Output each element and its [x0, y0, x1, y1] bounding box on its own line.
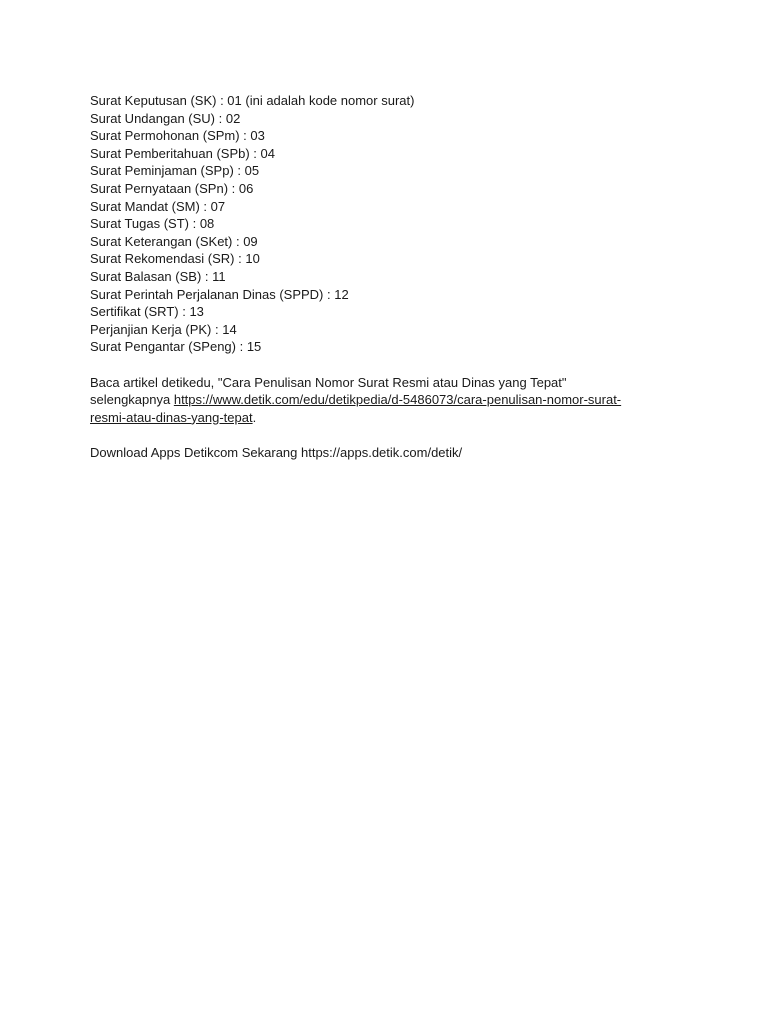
list-item: Surat Mandat (SM) : 07	[90, 198, 226, 214]
list-item: Surat Pengantar (SPeng) : 15	[90, 339, 262, 355]
list-item: Sertifikat (SRT) : 13	[90, 304, 204, 320]
article-prefix-text: selengkapnya	[90, 392, 174, 408]
letter-code-list	[90, 92, 690, 356]
article-link[interactable]: https://www.detik.com/edu/detikpedia/d-5486073/cara-penulisan-nomor-surat-	[173, 392, 622, 408]
list-item: Surat Pemberitahuan (SPb) : 04	[90, 145, 275, 161]
list-item: Surat Keputusan (SK) : 01 (ini adalah kode nomor surat)	[90, 93, 415, 108]
document-body	[90, 92, 690, 461]
list-item: Surat Keterangan (SKet) : 09	[90, 233, 258, 249]
list-item: Perjanjian Kerja (PK) : 14	[90, 321, 237, 337]
list-item: Surat Balasan (SB) : 11	[90, 268, 226, 284]
list-item: Surat Tugas (ST) : 08	[90, 216, 215, 232]
article-link-continued[interactable]: resmi-atau-dinas-yang-tepat	[90, 409, 253, 425]
article-link-line	[90, 391, 690, 409]
list-item: Surat Peminjaman (SPp) : 05	[90, 163, 260, 179]
download-apps-note	[90, 444, 690, 462]
article-reference	[90, 374, 690, 427]
article-suffix-text: .	[252, 409, 257, 425]
download-apps-text: Download Apps Detikcom Sekarang https://apps.detik.com/detik/	[90, 444, 463, 460]
list-item: Surat Perintah Perjalanan Dinas (SPPD) : 12	[90, 286, 349, 302]
article-intro-text: Baca artikel detikedu, "Cara Penulisan Nomor Surat Resmi atau Dinas yang Tepat"	[90, 374, 567, 390]
list-item: Surat Undangan (SU) : 02	[90, 110, 241, 126]
article-link-line	[90, 409, 690, 427]
list-item: Surat Permohonan (SPm) : 03	[90, 128, 265, 144]
list-item: Surat Rekomendasi (SR) : 10	[90, 251, 260, 267]
list-item: Surat Pernyataan (SPn) : 06	[90, 180, 254, 196]
